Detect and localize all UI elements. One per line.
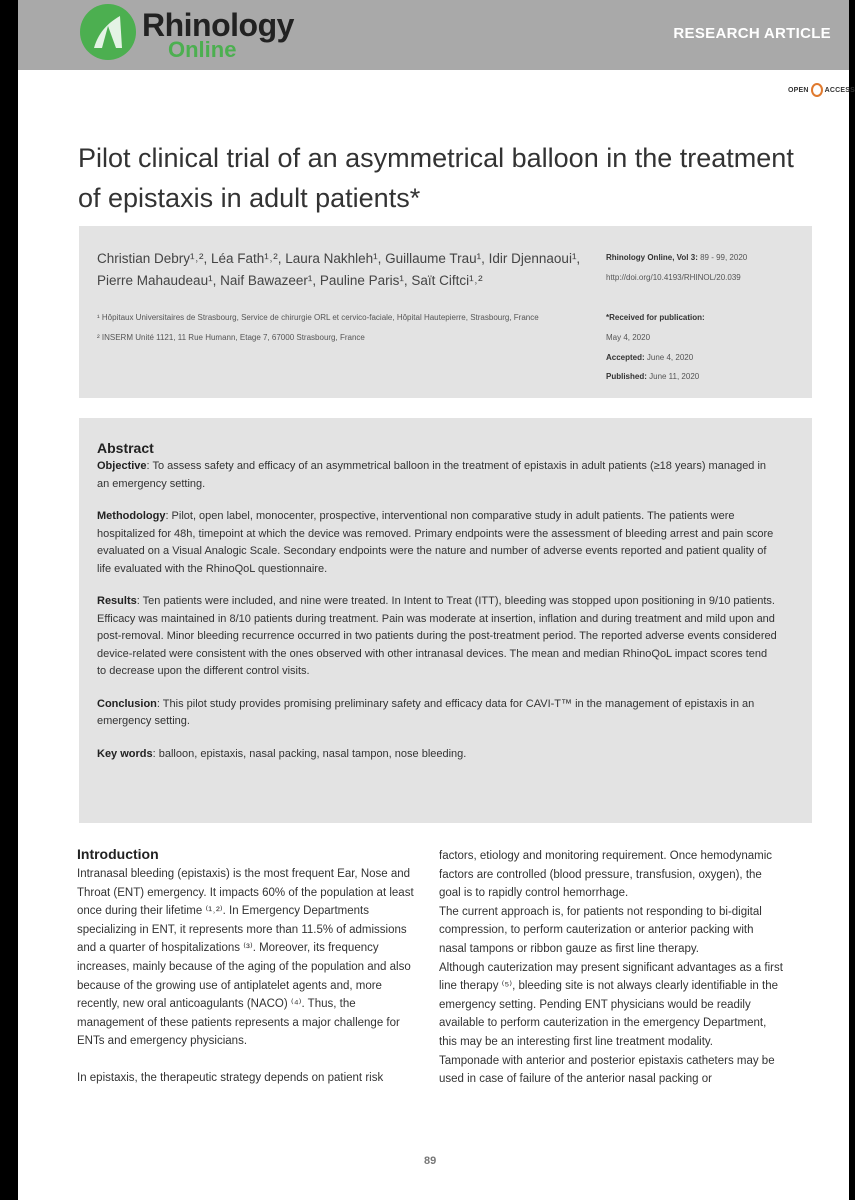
open-access-lock-icon (811, 83, 823, 97)
received-label: *Received for publication: (606, 313, 705, 322)
abstract-keywords: Key words: balloon, epistaxis, nasal packing, nasal tampon, nose bleeding. (97, 747, 467, 760)
author-info-box (79, 226, 812, 398)
journal-header (18, 0, 849, 70)
intro-right-column (439, 847, 784, 1089)
abstract-methodology: Methodology: Pilot, open label, monocenter, prospective, interventional non comparative study in adult patients. The patients were hospitalized for 48h, timepoint at which the device was removed. Primary endpoints were the assessment of bleeding arrest and pain score evaluated on a Visual Analogic Scale. Secondary endpoints were the nature and number of adverse events reported and patient quality of life evaluated with the RhinoQoL questionnaire. (97, 510, 774, 575)
open-access-left: OPEN (788, 86, 809, 94)
author-list: Christian Debry¹˒², Léa Fath¹˒², Laura Nakhleh¹, Guillaume Trau¹, Idir Djennaoui¹, Pierre Mahaudeau¹, Naif Bawazeer¹, Pauline Paris¹, Saït Ciftci¹˒² (97, 251, 581, 288)
logo-text-rhinology: Rhinology (142, 7, 294, 43)
journal-name: Rhinology Online, Vol 3: (606, 253, 698, 262)
published-date: June 11, 2020 (646, 372, 700, 381)
intro-paragraph-4: The current approach is, for patients not responding to bi-digital compression, to perform cauterization or anterior packing with nasal tampons or ribbon gauze as first line therapy. (439, 905, 762, 955)
journal-logo-icon (80, 4, 136, 60)
intro-paragraph-1: Intranasal bleeding (epistaxis) is the most frequent Ear, Nose and Throat (ENT) emergency. It impacts 60% of the population at least once during their lifetime ⁽¹˒²⁾. In Emergency Departments specializing in ENT, it represents more than 11.5% of admissions and a quarter of hospitalizations ⁽³⁾. Moreover, its frequency increases, mainly because of the aging of the population and also because of the growing use of antiplatelet agents and, more recently, new oral anticoagulants (NACO) ⁽⁴⁾. Thus, the management of these patients represents a major challenge for ENTs and emergency physicians. (77, 868, 414, 1048)
open-access-right: ACCESS (824, 86, 855, 94)
received-date: May 4, 2020 (606, 333, 651, 342)
intro-paragraph-3: factors, etiology and monitoring requirement. Once hemodynamic factors are controlled (blood pressure, transfusion, oxygen), the goal is to rapidly control hemorrhage. (439, 850, 773, 900)
abstract-objective: Objective: To assess safety and efficacy of an asymmetrical balloon in the treatment of epistaxis in adult patients (≥18 years) managed in an emergency setting. (97, 460, 767, 490)
abstract-box (79, 418, 812, 823)
article-type-label: RESEARCH ARTICLE (673, 25, 831, 42)
article-page (18, 0, 855, 1200)
abstract-heading: Abstract (97, 440, 154, 456)
accepted-date: June 4, 2020 (644, 353, 694, 362)
introduction-heading: Introduction (77, 846, 159, 862)
journal-citation (606, 252, 806, 264)
accepted-row (606, 352, 806, 364)
intro-paragraph-5: Although cauterization may present significant advantages as a first line therapy ⁽⁵⁾, bleeding site is not always clearly identifiable in the emergency setting. Pending ENT physicians would be readily available to perform cauterization in the emergency Department, this may be an interesting first line treatment modality. (439, 961, 783, 1048)
intro-paragraph-6: Tamponade with anterior and posterior epistaxis catheters may be used in case of failure of the anterior nasal packing or (439, 1054, 775, 1086)
received-row (606, 312, 806, 324)
intro-left-column (77, 865, 415, 1088)
affiliation-2: ² INSERM Unité 1121, 11 Rue Humann, Etage 7, 67000 Strasbourg, France (97, 333, 365, 342)
abstract-conclusion: Conclusion: This pilot study provides promising preliminary safety and efficacy data for CAVI-T™ in the management of epistaxis in an emergency setting. (97, 697, 755, 727)
page-number: 89 (424, 1155, 437, 1167)
accepted-label: Accepted: (606, 353, 645, 362)
published-row (606, 371, 806, 383)
open-access-badge (788, 80, 855, 100)
journal-pages: 89 - 99, 2020 (697, 253, 748, 262)
article-title: Pilot clinical trial of an asymmetrical balloon in the treatment of epistaxis in adult patients* (78, 143, 794, 214)
logo-text-online: Online (168, 37, 237, 62)
abstract-results: Results: Ten patients were included, and nine were treated. In Intent to Treat (ITT), bleeding was stopped upon positioning in 9/10 patients. Efficacy was maintained in 8/10 patients during treatment. Pain was moderate at insertion, inflation and during treatment and mild upon and post-removal. Minor bleeding recurrence occurred in two patients during the post-treatment period. The reported adverse events considered device-related were consistent with the ones observed with other intranasal devices. The mean and median RhinoQoL impact scores tend to decrease upon the different control visits. (97, 595, 777, 677)
doi-link[interactable]: http://doi.org/10.4193/RHINOL/20.039 (606, 273, 741, 282)
intro-paragraph-2: In epistaxis, the therapeutic strategy depends on patient risk (77, 1071, 384, 1084)
affiliation-1: ¹ Hôpitaux Universitaires de Strasbourg, Service de chirurgie ORL et cervico-faciale, Hôpital Hautepierre, Strasbourg, France (97, 313, 539, 322)
published-label: Published: (606, 372, 647, 381)
